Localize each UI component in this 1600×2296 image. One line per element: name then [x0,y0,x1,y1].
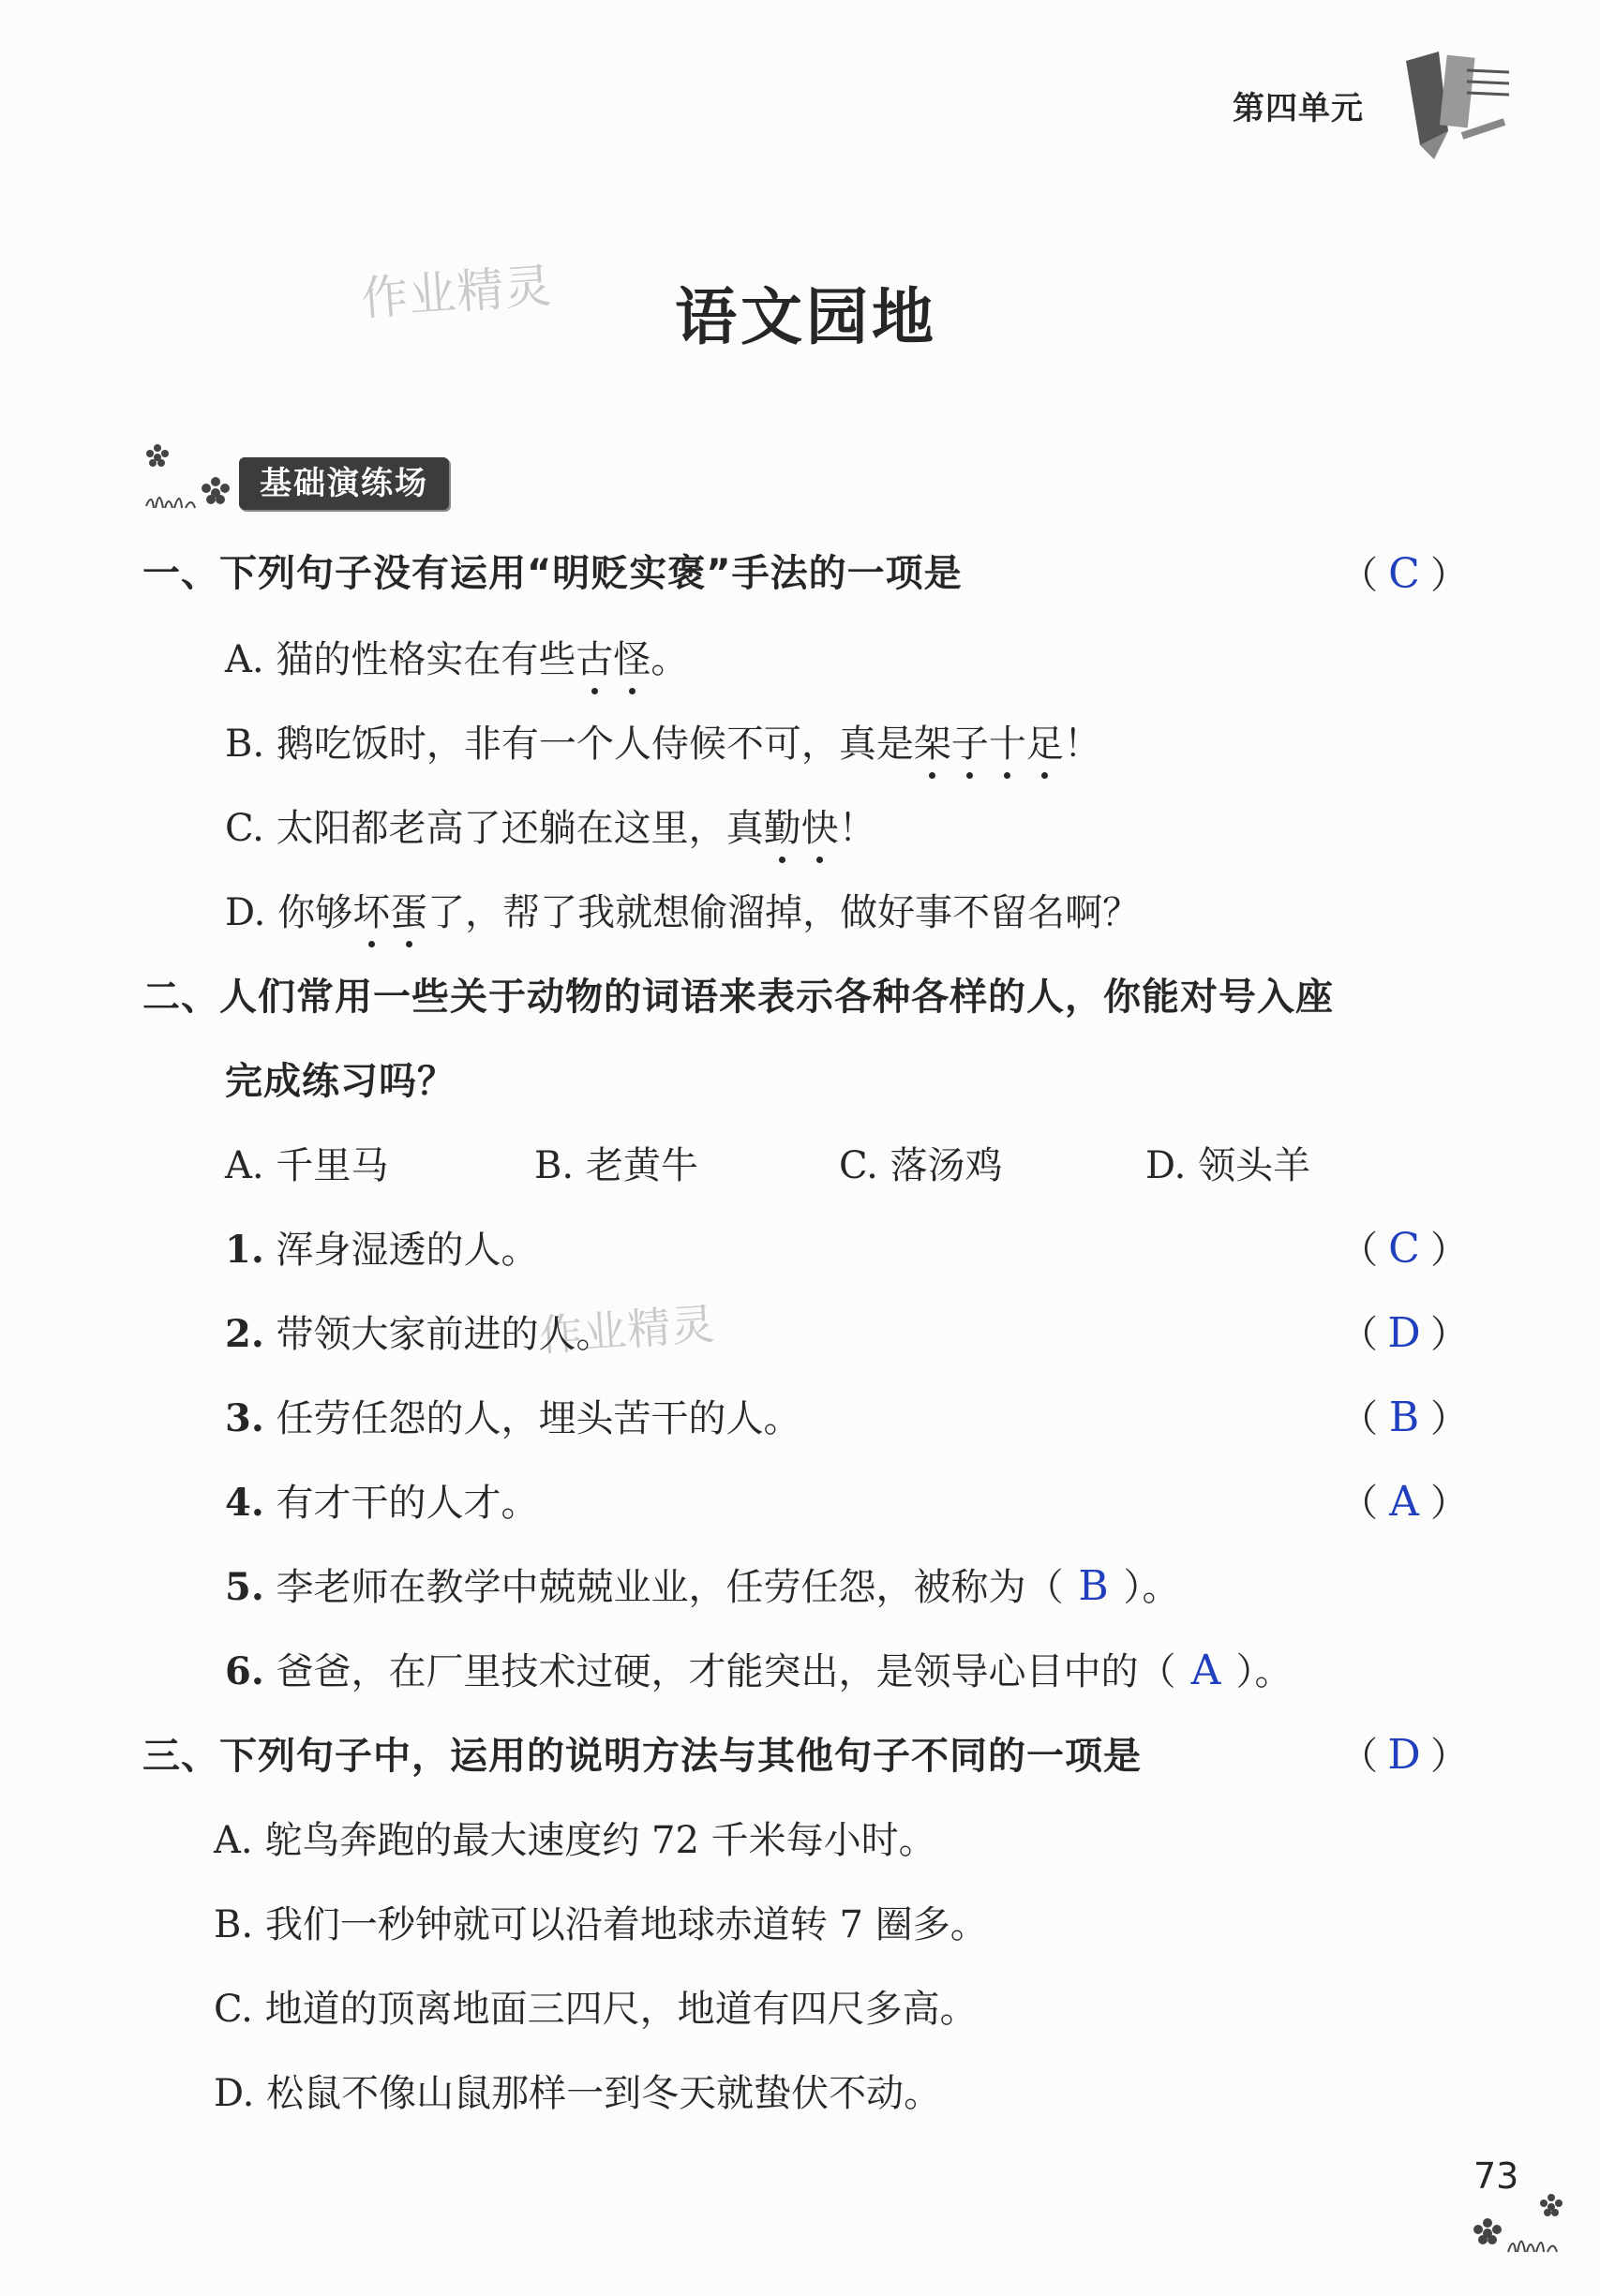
answer-value: C [1388,550,1420,598]
flower-grass-icon [1467,2188,1575,2259]
q1-option-d: D. 你够坏蛋了，帮了我就想偷溜掉，做好事不留名啊？ [225,883,1140,936]
answer-value: A [1190,1647,1221,1694]
pencil-icon [1397,42,1518,164]
q2-item-6: 6. 爸爸，在厂里技术过硬，才能突出，是领导心目中的（ A ）。 [225,1647,1293,1694]
question-2-stem-cont: 完成练习吗？ [225,1060,456,1103]
answer-value: A [1389,1478,1419,1526]
q3-option-b: B. 我们一秒钟就可以沿着地球赤道转 7 圈多。 [214,1903,988,1946]
q2-item: 3. 任劳任怨的人，埋头苦干的人。 [225,1396,801,1440]
answer-bracket: （ D ） [1340,1309,1468,1357]
question-2-stem: 二、人们常用一些关于动物的词语来表示各种各样的人，你能对号入座 [142,976,1334,1019]
answer-bracket: （ D ） [1340,1731,1468,1779]
unit-label: 第四单元 [1233,90,1364,127]
answer-bracket: （ C ） [1340,1225,1468,1273]
watermark: 作业精灵 [537,1298,717,1362]
answer-value: C [1388,1225,1420,1273]
q1-option-c: C. 太阳都老高了还躺在这里，真勤快！ [225,798,876,852]
question-1-stem: 一、下列句子没有运用“明贬实褒”手法的一项是 [142,552,963,595]
q3-option-a: A. 鸵鸟奔跑的最大速度约 72 千米每小时。 [214,1819,936,1862]
q2-choice-a: A. 千里马 [225,1144,389,1187]
answer-bracket: （ A ） [1340,1478,1468,1526]
answer-bracket: （ C ） [1340,550,1468,598]
q2-choice-d: D. 领头羊 [1145,1144,1311,1187]
q2-item: 1. 浑身湿透的人。 [225,1228,539,1272]
q3-option-c: C. 地道的顶离地面三四尺，地道有四尺多高。 [214,1988,978,2031]
q3-option-d: D. 松鼠不像山鼠那样一到冬天就蛰伏不动。 [214,2072,942,2115]
q1-option-a: A. 猫的性格实在有些古怪。 [225,630,688,683]
q2-choice-b: B. 老黄牛 [534,1144,698,1187]
q1-option-b: B. 鹅吃饭时，非有一个人侍候不可，真是架子十足！ [225,714,1101,768]
answer-bracket: （ B ） [1340,1394,1468,1441]
q2-item-5: 5. 李老师在教学中兢兢业业，任劳任怨，被称为（ B ）。 [225,1562,1180,1610]
answer-value: B [1388,1394,1420,1441]
watermark: 作业精灵 [359,258,555,327]
q2-item: 4. 有才干的人才。 [225,1481,539,1525]
question-3-stem: 三、下列句子中，运用的说明方法与其他句子不同的一项是 [142,1735,1142,1778]
section-badge: 基础演练场 [239,457,449,510]
answer-value: D [1387,1309,1421,1357]
page-number: 73 [1473,2155,1519,2197]
page-title: 语文园地 [675,280,937,353]
flower-grass-icon [139,440,237,515]
q2-item: 2. 带领大家前进的人。 [225,1312,614,1356]
q2-choice-c: C. 落汤鸡 [839,1144,1003,1187]
answer-value: B [1078,1562,1109,1610]
answer-value: D [1387,1731,1421,1779]
